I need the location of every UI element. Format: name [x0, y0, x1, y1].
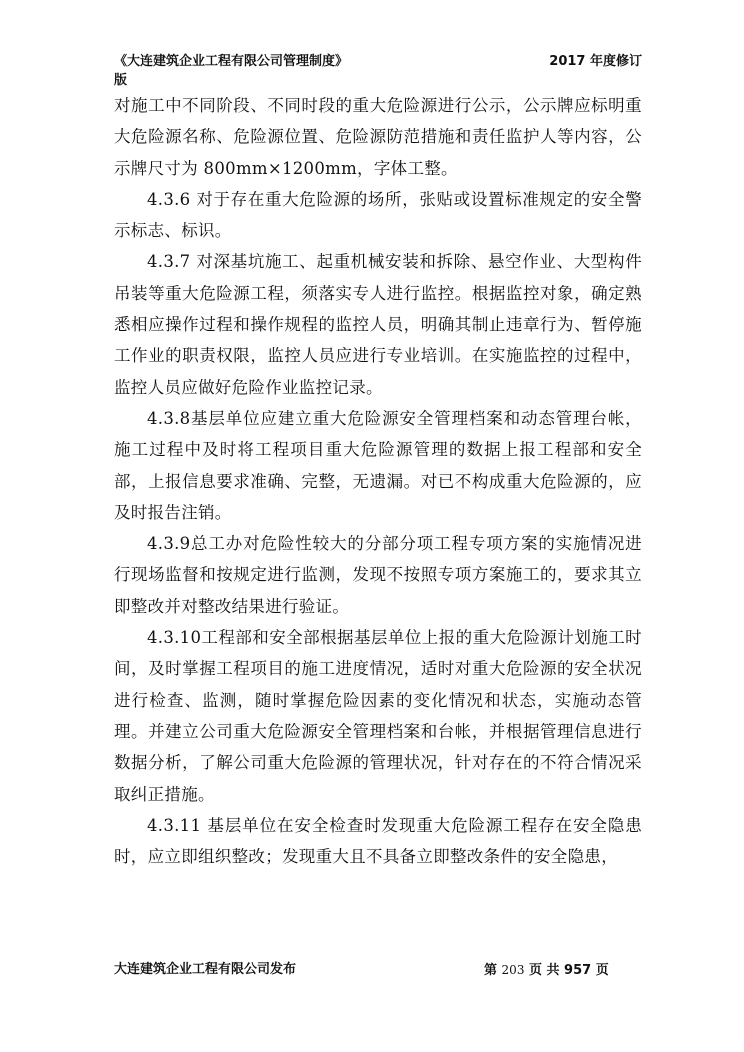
paragraph-4-3-11: 4.3.11 基层单位在安全检查时发现重大危险源工程存在安全隐患时，应立即组织整改；发现重大且不具备立即整改条件的安全隐患，	[114, 815, 642, 867]
paragraph-4-3-10: 4.3.10工程部和安全部根据基层单位上报的重大危险源计划施工时间，及时掌握工程项目的施工进度情况，适时对重大危险源的安全状况进行检查、监测，随时掌握危险因素的变化情况和状态，实施动态管理。并建立公司重大危险源安全管理档案和台帐，并根据管理信息进行数据分析，了解公司重大危险源的管理状况，针对存在的不符合情况采取纠正措施。	[114, 628, 642, 804]
page-suffix: 页	[595, 963, 609, 978]
document-body	[114, 90, 642, 872]
paragraph-4-3-7: 4.3.7 对深基坑施工、起重机械安装和拆除、悬空作业、大型构件吊装等重大危险源工程，须落实专人进行监控。根据监控对象，确定熟悉相应操作过程和操作规程的监控人员，明确其制止违章行为、暂停施工作业的职责权限，监控人员应进行专业培训。在实施监控的过程中，监控人员应做好危险作业监控记录。	[114, 252, 642, 397]
paragraph-4-3-9: 4.3.9总工办对危险性较大的分部分项工程专项方案的实施情况进行现场监督和按规定进行监测，发现不按照专项方案施工的，要求其立即整改并对整改结果进行验证。	[114, 534, 642, 616]
page-total: 957	[564, 963, 592, 978]
page-counter	[484, 961, 609, 980]
paragraph-4-3-8: 4.3.8基层单位应建立重大危险源安全管理档案和动态管理台帐，施工过程中及时将工程项目重大危险源管理的数据上报工程部和安全部，上报信息要求准确、完整，无遗漏。对已不构成重大危险源的，应及时报告注销。	[114, 408, 642, 522]
document-title: 《大连建筑企业工程有限公司管理制度》	[114, 54, 349, 69]
page-prefix: 第	[484, 963, 498, 978]
paragraph-4-3-6: 4.3.6 对于存在重大危险源的场所，张贴或设置标准规定的安全警示标志、标识。	[114, 189, 642, 241]
edition-label: 2017 年度修订	[549, 54, 642, 69]
page-header	[114, 52, 642, 90]
publisher-label: 大连建筑企业工程有限公司发布	[114, 962, 297, 977]
page-current: 203	[501, 963, 525, 977]
paragraph-continuation: 对施工中不同阶段、不同时段的重大危险源进行公示，公示牌应标明重大危险源名称、危险源位置、危险源防范措施和责任监护人等内容，公示牌尺寸为 800mm×1200mm，字体工整。	[114, 96, 642, 178]
edition-wrap-text: 版	[114, 73, 128, 88]
page-middle: 页 共	[528, 963, 560, 978]
